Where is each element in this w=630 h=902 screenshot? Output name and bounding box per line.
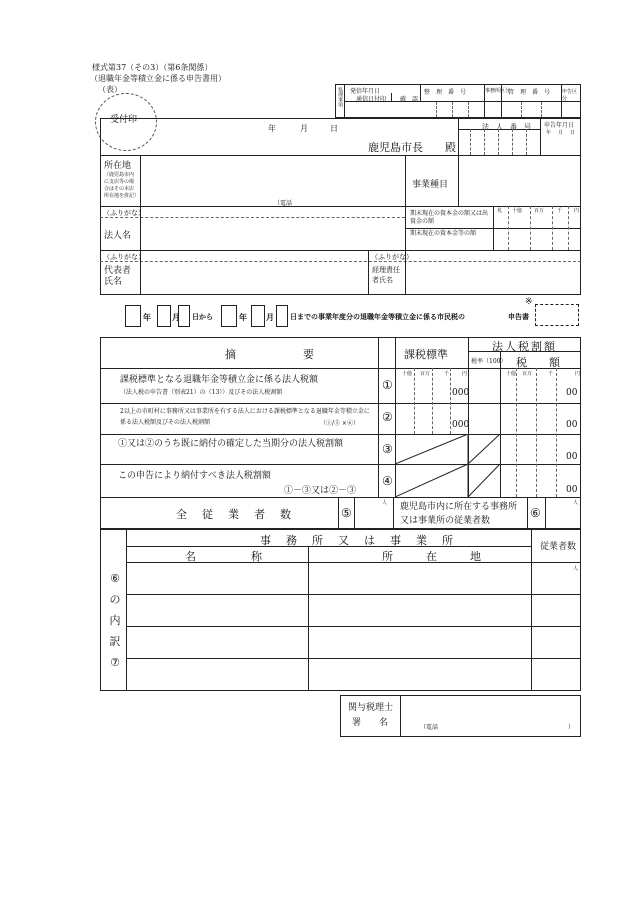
- from-day-box[interactable]: [178, 305, 190, 327]
- side-wake: 訳: [109, 635, 121, 648]
- accountant-phone: （電話: [420, 724, 439, 731]
- row2-label: 2以上の市町村に事務所又は事業所を有する法人における課税標準となる退職年金等積立金に係る法人税額及びその法人税割額: [120, 408, 370, 426]
- capital-unit-en: 円: [574, 208, 580, 214]
- date-day: 日: [330, 124, 338, 133]
- to-month-box[interactable]: [251, 305, 265, 327]
- form-number: 様式第37（その3）（第6条関係）: [92, 63, 213, 72]
- col-tax: 税 額: [516, 356, 560, 369]
- col-employees: 従業者数: [540, 542, 577, 552]
- row3-num: ③: [382, 442, 393, 456]
- breakdown-header: 事 務 所 又 は 事 業 所: [260, 534, 455, 547]
- base-unit-2: 百万: [420, 371, 431, 377]
- to-year-label: 年: [239, 313, 247, 322]
- breakdown-unit: 人: [573, 566, 579, 572]
- col-summary: 摘 要: [225, 348, 316, 361]
- row3-label: ①又は②のうち既に納付の確定した当期分の法人税割額: [118, 439, 344, 449]
- filing-date-month: 月: [558, 130, 564, 136]
- filing-date-year: 年: [546, 130, 552, 136]
- corp-name-label: 法人名: [104, 231, 132, 241]
- capital-label-2: 期末現在の資本金等の額: [410, 230, 477, 237]
- side-no: の: [109, 593, 121, 606]
- breakdown-row-line-3: [126, 658, 581, 659]
- row4-label: この申告により納付すべき法人税割額: [118, 471, 271, 481]
- emp-total-unit: 人: [382, 500, 388, 506]
- processing-label: 処理事項: [337, 87, 343, 107]
- filing-mark-box[interactable]: [535, 304, 579, 326]
- shinkoku-label: 申告書: [508, 313, 529, 321]
- mark-asterisk: ※: [525, 297, 533, 307]
- tax-unit-2: 百万: [522, 371, 533, 377]
- accountant-phone-close: ）: [568, 724, 575, 731]
- phone-label: （電話: [274, 200, 293, 207]
- filing-type-label: 申告区分: [562, 89, 578, 102]
- row2-base[interactable]: 000: [452, 420, 470, 430]
- date-year: 年: [268, 124, 276, 133]
- furigana-acct: （ふりがな）: [371, 253, 413, 261]
- capital-unit-sen: 千: [557, 208, 563, 214]
- corp-number-label: 法 人 番 号: [482, 123, 531, 131]
- city-employees-label: 鹿児島市内に所在する事務所又は事業所の従業者数: [400, 502, 518, 526]
- form-title: （退職年金等積立金に係る申告書用）: [90, 74, 226, 83]
- tax-unit-1: 十億: [506, 371, 517, 377]
- emp-city-unit: 人: [573, 500, 579, 506]
- rep-name-label: 代表者氏名: [104, 266, 132, 287]
- location-label: 所在地: [104, 161, 132, 171]
- receipt-stamp-label: 受付印: [108, 112, 139, 125]
- business-type-label: 事業種目: [412, 180, 449, 190]
- to-month-label: 月: [266, 313, 274, 322]
- row4-tax[interactable]: 00: [566, 485, 578, 495]
- from-label: 日から: [192, 313, 213, 321]
- base-unit-3: 千: [444, 371, 450, 377]
- breakdown-side-label: [108, 568, 122, 673]
- serial-number-label: 整 理 番 号: [424, 89, 467, 96]
- row1-num: ①: [382, 378, 393, 392]
- tax-unit-3: 千: [548, 371, 554, 377]
- capital-unit-hyakuman: 百万: [534, 208, 545, 214]
- row2-sub: （①/⑤ ×⑥）: [320, 420, 359, 427]
- form-side: （表）: [98, 85, 122, 94]
- row2-tax[interactable]: 00: [566, 420, 578, 430]
- capital-unit-juoku: 十億: [512, 208, 523, 214]
- office-use-box: [335, 84, 581, 118]
- to-year-box[interactable]: [221, 305, 237, 327]
- row4-sub: ①－③又は②－③: [284, 486, 357, 496]
- accountant-label-1: 関与税理士: [348, 703, 394, 713]
- from-month-label: 月: [172, 313, 180, 322]
- from-year-box[interactable]: [125, 305, 141, 327]
- row1-tax[interactable]: 00: [566, 388, 578, 398]
- from-year-label: 年: [143, 313, 151, 322]
- col-address: 所 在 地: [382, 550, 481, 563]
- col-base: 課税標準: [404, 348, 448, 361]
- filing-date-day: 日: [570, 130, 576, 136]
- diagonal-strikes: [395, 434, 501, 497]
- side-6: ⑥: [110, 572, 120, 585]
- side-uchi: 内: [109, 614, 121, 627]
- furigana-corp: （ふりがな）: [103, 209, 145, 217]
- addressee: 鹿児島市長 殿: [368, 141, 456, 154]
- row1-sub: （法人税の申告書（別表21）の（13））及びその法人税割額: [120, 389, 283, 396]
- send-date-label: 発信年月日: [350, 88, 381, 95]
- side-7: ⑦: [110, 656, 120, 669]
- row4-num: ④: [382, 474, 393, 488]
- row1-base[interactable]: 000: [452, 388, 470, 398]
- office-type-label: 事務所区分: [485, 88, 511, 94]
- acct-name-label: 経理責任者氏名: [372, 266, 400, 284]
- date-month: 月: [300, 124, 308, 133]
- emp-num-5: ⑤: [341, 506, 352, 520]
- from-month-box[interactable]: [157, 305, 171, 327]
- furigana-rep: （ふりがな）: [103, 253, 145, 261]
- breakdown-row-line-1: [126, 594, 581, 595]
- employees-total-label: 全 従 業 者 数: [176, 508, 293, 521]
- period-text: 日までの事業年度分の退職年金等積立金に係る市民税の: [290, 313, 465, 321]
- col-tax-group: 法人税割額: [492, 340, 557, 353]
- capital-unit-cho: 兆: [497, 208, 503, 214]
- management-number-label: 管 理 番 号: [508, 89, 551, 96]
- tax-unit-4: 円: [575, 371, 581, 377]
- row2-num: ②: [382, 410, 393, 424]
- col-name: 名 称: [185, 550, 262, 563]
- accountant-label-2: 署 名: [352, 718, 389, 728]
- base-unit-1: 十億: [402, 371, 413, 377]
- to-day-box[interactable]: [276, 305, 288, 327]
- location-note: （鹿児島市内に支店等の場合はその本店所在地を併記）: [104, 172, 140, 199]
- row1-label: 課税標準となる退職年金等積立金に係る法人税額: [120, 375, 319, 385]
- breakdown-table: [100, 529, 581, 691]
- stamp-date-label: 通信日付印: [356, 96, 387, 103]
- breakdown-row-line-2: [126, 626, 581, 627]
- filing-date-label: 申告年月日: [544, 122, 575, 129]
- col-rate: 税率（100）: [471, 358, 507, 365]
- capital-label-1: 期末現在の資本金の額又は出資金の額: [410, 210, 489, 225]
- row3-tax[interactable]: 00: [566, 452, 578, 462]
- emp-num-6: ⑥: [530, 506, 541, 520]
- base-unit-4: 円: [462, 371, 468, 377]
- confirm-label: 確 認: [400, 96, 419, 103]
